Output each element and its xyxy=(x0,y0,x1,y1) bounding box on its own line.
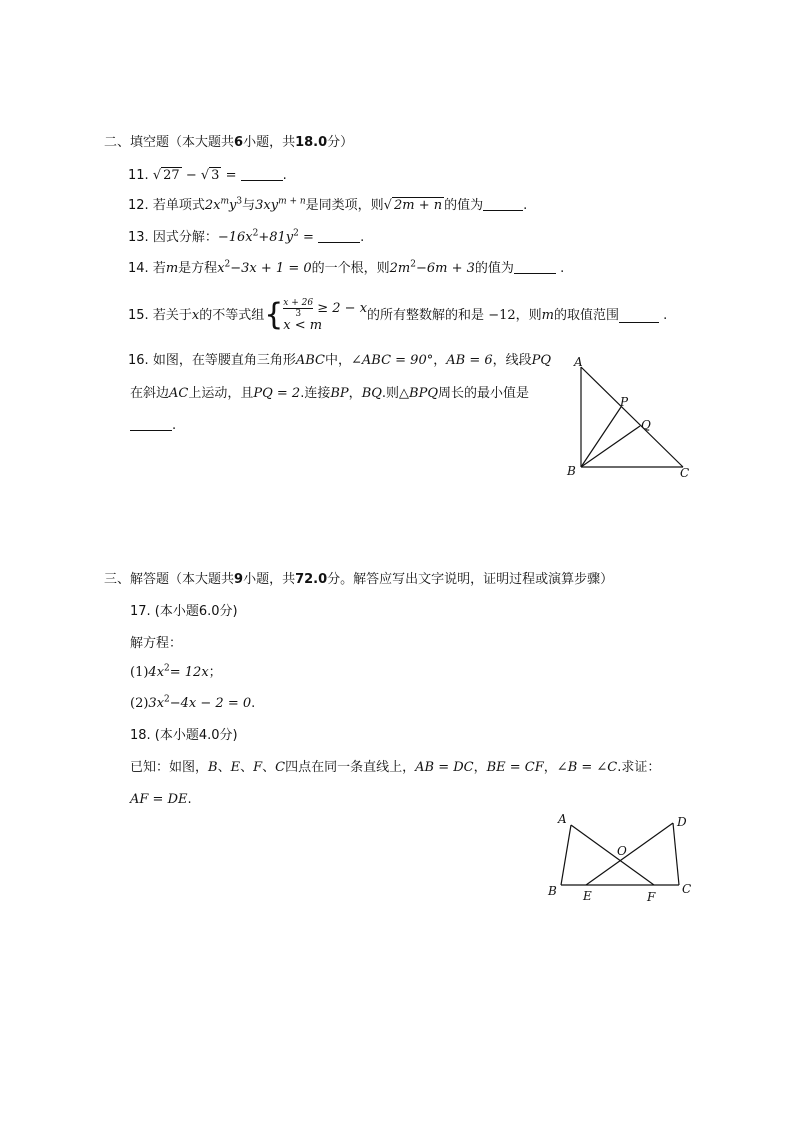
hypotenuse-ac xyxy=(581,367,683,467)
segment-bp xyxy=(581,407,621,467)
question-15: 15. 若关于x的不等式组{ $\frac{x + 26}{3}$ ≥ 2 − x x < m 的所有整数解的和是 −12，则m的取值范围 . xyxy=(128,297,668,333)
question-16-line-3: . xyxy=(130,417,176,435)
question-11: 11. √ 27 − √ 3 = . xyxy=(128,168,287,183)
question-16-line-1: 16. 如图，在等腰直角三角形ABC中，∠ABC = 90°，AB = 6，线段PQ xyxy=(128,353,552,368)
answer-blank xyxy=(318,229,360,243)
label-a: A xyxy=(558,812,567,826)
segment-de xyxy=(586,823,673,885)
question-17-part-1: $(1)4x^2= 12x$； xyxy=(130,663,222,680)
inequality-system: $\frac{x + 26}{3}$ ≥ 2 − x x < m xyxy=(283,298,368,333)
question-18-line-1: 已知：如图，B、E、F、C四点在同一条直线上，AB = DC，BE = CF，∠B = ∠C.求证： xyxy=(130,760,661,775)
label-b: B xyxy=(567,464,576,478)
label-d: D xyxy=(677,815,687,829)
label-f: F xyxy=(647,890,656,904)
figure-abefcd xyxy=(540,808,700,908)
question-13: 13. 因式分解：$-16x^2+81y^2$ = . xyxy=(128,228,365,245)
segment-ab xyxy=(561,825,571,885)
answer-blank xyxy=(483,197,523,211)
question-14: 14. 若m是方程$x^2-3x + 1 = 0$的一个根，则$2m^2-6m + 3$的值为 . xyxy=(128,259,565,276)
system-brace: { xyxy=(264,297,284,333)
triangle-abc-figure xyxy=(560,350,700,485)
answer-blank xyxy=(619,309,659,323)
segment-dc xyxy=(673,823,679,885)
label-c: C xyxy=(682,882,692,896)
section-3-heading: 三、解答题（本大题共9小题，共72.0分。解答应写出文字说明，证明过程或演算步骤） xyxy=(104,572,614,587)
question-17-part-2: $(2)3x^2-4x - 2 = 0$. xyxy=(130,694,256,711)
label-c: C xyxy=(680,466,690,480)
label-p: P xyxy=(620,395,629,409)
answer-blank xyxy=(514,260,556,274)
question-18-line-2: AF = DE. xyxy=(130,792,192,807)
answer-blank xyxy=(241,167,283,181)
question-12: 12. 若单项式$2x^my^3$与$3xy^{m + n}$是同类项，则√ 2m + n 的值为 . xyxy=(128,196,528,213)
section-2-heading: 二、填空题（本大题共6小题，共18.0分） xyxy=(104,135,354,150)
segment-bq xyxy=(581,426,640,467)
question-17-prompt: 解方程： xyxy=(130,636,183,651)
question-16-line-2: 在斜边AC上运动，且PQ = 2.连接BP，BQ.则△BPQ周长的最小值是 xyxy=(130,386,530,401)
label-o: O xyxy=(617,844,627,858)
label-b: B xyxy=(548,884,557,898)
question-17-header: 17. (本小题6.0分) xyxy=(130,604,238,619)
label-e: E xyxy=(583,889,592,903)
question-18-header: 18. (本小题4.0分) xyxy=(130,728,238,743)
label-q: Q xyxy=(641,418,651,432)
label-a: A xyxy=(574,355,583,369)
answer-blank xyxy=(130,417,172,431)
segment-af xyxy=(571,825,654,885)
